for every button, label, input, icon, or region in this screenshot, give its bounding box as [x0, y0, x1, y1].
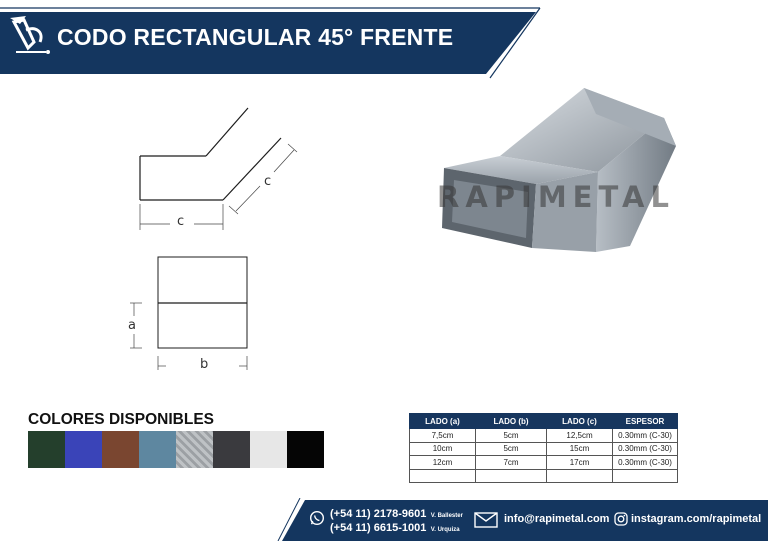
color-swatch-steel-blue: [139, 431, 176, 468]
table-cell: [410, 469, 476, 483]
whatsapp-icon: [309, 510, 325, 526]
table-cell: [547, 469, 613, 483]
phone-number-2[interactable]: (+54 11) 6615-1001: [330, 522, 427, 534]
color-swatch-blue: [65, 431, 102, 468]
column-header-espesor: ESPESOR: [613, 414, 678, 429]
color-swatch-white: [250, 431, 287, 468]
table-row: [410, 456, 678, 470]
phone-number-1[interactable]: (+54 11) 2178-9601: [330, 508, 427, 520]
table-header-row: [410, 414, 678, 429]
table-row: [410, 429, 678, 443]
instagram-link[interactable]: instagram.com/rapimetal: [631, 513, 762, 525]
colors-title: COLORES DISPONIBLES: [28, 411, 215, 428]
color-swatch-strip: [28, 431, 324, 468]
watermark-text: RAPIMETAL: [437, 180, 675, 214]
side-view-drawing: [128, 100, 308, 230]
instagram-icon: [614, 512, 628, 526]
page-title: CODO RECTANGULAR 45° FRENTE: [57, 24, 454, 50]
front-view-drawing: [128, 250, 258, 374]
color-swatch-dark-green: [28, 431, 65, 468]
table-cell: 0.30mm (C-30): [613, 456, 678, 470]
color-swatch-charcoal: [213, 431, 250, 468]
table-cell: 15cm: [547, 442, 613, 456]
table-cell: 0.30mm (C-30): [613, 442, 678, 456]
column-header-lado-b: LADO (b): [476, 414, 547, 429]
phone-urquiza[interactable]: [330, 518, 460, 536]
table-cell: 12cm: [410, 456, 476, 470]
email-icon: [474, 512, 498, 528]
phone-location-2: V. Urquiza: [430, 527, 460, 533]
table-row: [410, 469, 678, 483]
specifications-table: [409, 413, 678, 483]
dimension-a-label: a: [128, 318, 136, 333]
color-swatch-brown: [102, 431, 139, 468]
table-cell: 5cm: [476, 429, 547, 443]
table-cell: 10cm: [410, 442, 476, 456]
table-cell: 5cm: [476, 442, 547, 456]
table-cell: 7cm: [476, 456, 547, 470]
table-row: [410, 442, 678, 456]
dimension-c-diagonal-label: c: [264, 174, 272, 189]
dimension-c-bottom-label: c: [177, 214, 185, 229]
column-header-lado-c: LADO (c): [547, 414, 613, 429]
color-swatch-galvanized: [176, 431, 213, 468]
dimension-b-label: b: [200, 357, 209, 372]
table-cell: 12,5cm: [547, 429, 613, 443]
table-cell: 17cm: [547, 456, 613, 470]
email-link[interactable]: info@rapimetal.com: [504, 513, 610, 525]
table-cell: 0.30mm (C-30): [613, 429, 678, 443]
rapimetal-logo-icon: [6, 12, 52, 56]
phone-location-1: V. Ballester: [430, 513, 463, 519]
table-cell: 7,5cm: [410, 429, 476, 443]
table-cell: [613, 469, 678, 483]
table-cell: [476, 469, 547, 483]
color-swatch-black: [287, 431, 324, 468]
column-header-lado-a: LADO (a): [410, 414, 476, 429]
